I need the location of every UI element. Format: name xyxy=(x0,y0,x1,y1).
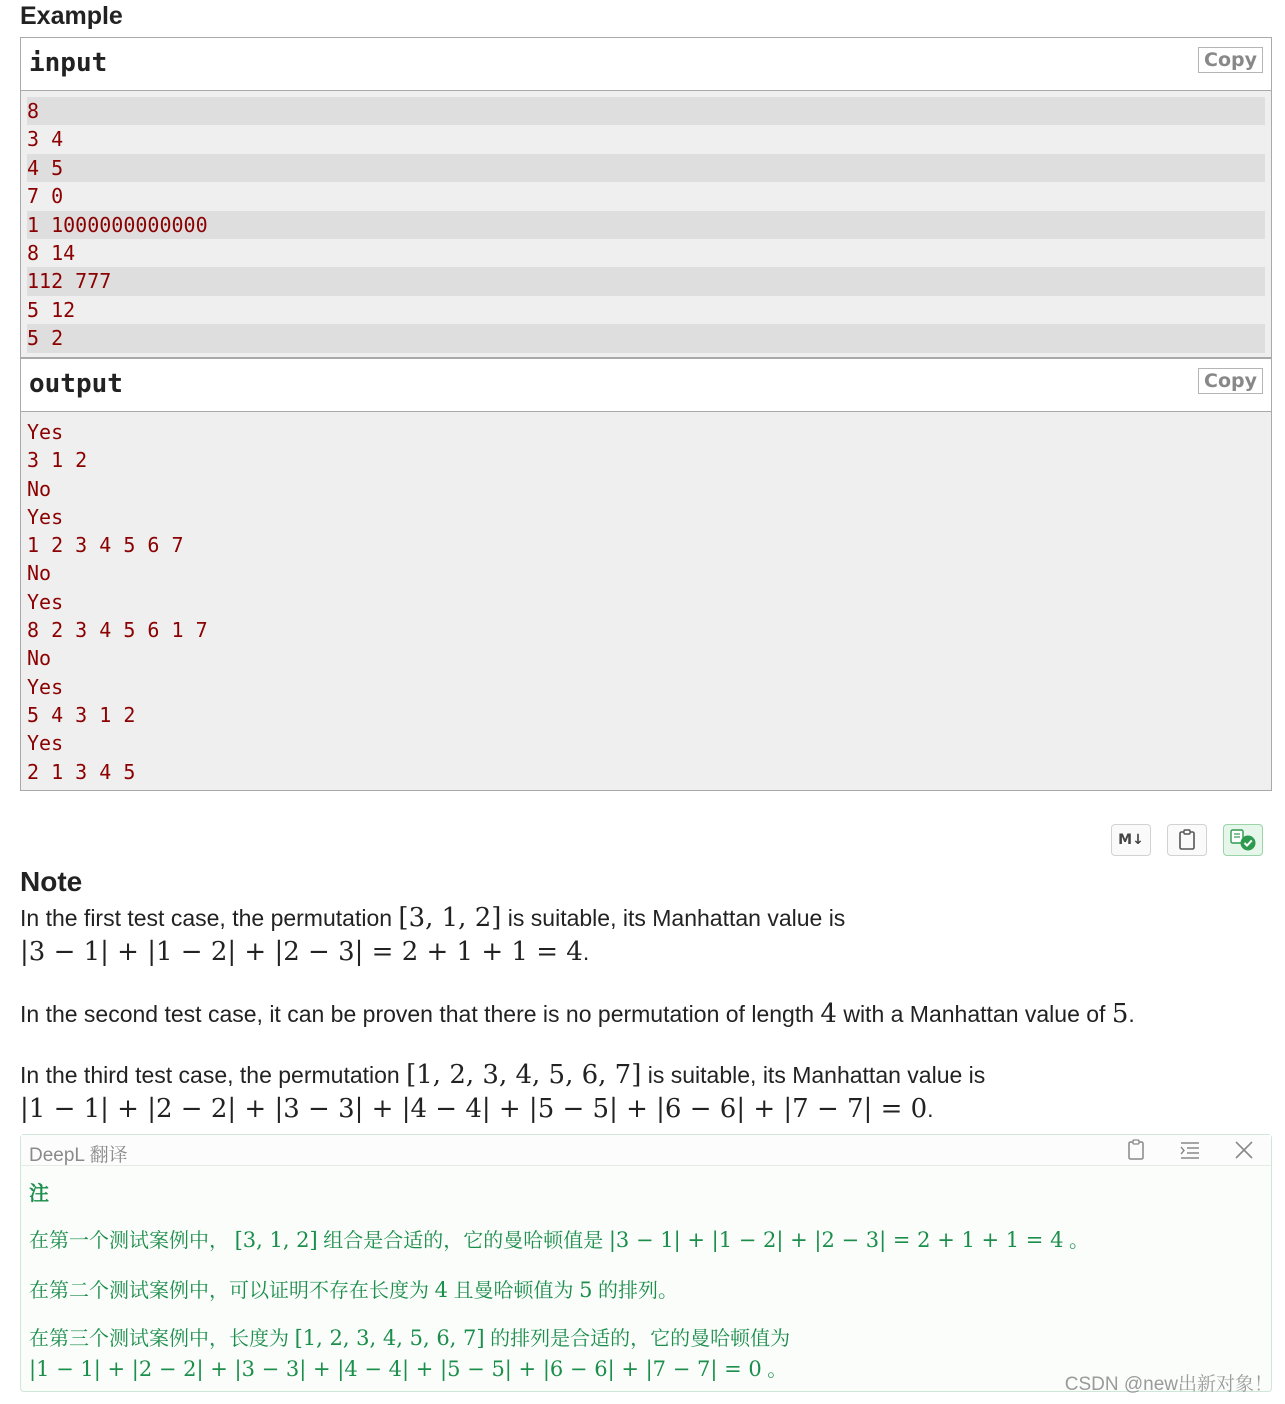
math-expression: |3 − 1| + |1 − 2| + |2 − 3| = 2 + 1 + 1 = 4 xyxy=(608,1228,1064,1252)
math-expression: |1 − 1| + |2 − 2| + |3 − 3| + |4 − 4| + |5 − 5| + |6 − 6| + |7 − 7| = 0 xyxy=(29,1357,762,1381)
deepl-text-span: 。 xyxy=(1063,1230,1089,1252)
note-title: Note xyxy=(20,866,83,897)
input-line: 4 5 xyxy=(27,154,1265,182)
input-line: 7 0 xyxy=(27,184,64,209)
note-text: . xyxy=(927,1096,934,1122)
math-expression: 4 xyxy=(820,999,837,1029)
format-lines-icon[interactable] xyxy=(1179,1139,1201,1161)
deepl-text-span: 组合是合适的，它的曼哈顿值是 xyxy=(317,1230,609,1252)
output-copy-button[interactable]: Copy xyxy=(1198,368,1263,394)
deepl-label: DeepL 翻译 xyxy=(29,1145,128,1166)
output-body xyxy=(21,412,1271,790)
markdown-button[interactable] xyxy=(1111,824,1151,856)
input-header xyxy=(21,38,1271,91)
note-paragraph-1 xyxy=(20,901,845,969)
math-expression: 5 xyxy=(1111,999,1129,1029)
output-line: 8 2 3 4 5 6 1 7 xyxy=(27,618,208,643)
note-text: In the second test case, it can be proven that there is no permutation of length xyxy=(20,1001,821,1027)
output-line: No xyxy=(27,476,52,501)
input-title: input xyxy=(29,48,108,78)
output-line: Yes xyxy=(27,420,64,444)
math-expression: 5 xyxy=(579,1278,593,1302)
note-text: In the third test case, the permutation xyxy=(20,1062,407,1088)
output-line: 3 1 2 xyxy=(27,448,88,473)
deepl-text-span: 在第二个测试案例中，可以证明不存在长度为 xyxy=(29,1280,435,1302)
note-text: . xyxy=(582,939,590,965)
input-line: 5 12 xyxy=(27,297,76,322)
input-line: 3 4 xyxy=(27,127,64,152)
output-line: No xyxy=(27,561,52,586)
output-line: Yes xyxy=(27,731,64,756)
input-line: 112 777 xyxy=(27,267,1265,295)
deepl-header xyxy=(21,1135,1271,1166)
note-text: In the first test case, the permutation xyxy=(20,905,399,931)
math-expression: [3, 1, 2] xyxy=(234,1228,318,1252)
output-line: Yes xyxy=(27,674,64,699)
math-expression: 4 xyxy=(434,1278,448,1302)
copy-translation-icon[interactable] xyxy=(1127,1139,1145,1161)
output-box xyxy=(20,358,1272,791)
output-line: 2 1 3 4 5 xyxy=(27,759,136,784)
output-header xyxy=(21,359,1271,412)
output-line: Yes xyxy=(27,504,64,529)
close-icon[interactable] xyxy=(1233,1139,1255,1161)
deepl-text-span: 的排列。 xyxy=(592,1280,678,1302)
clipboard-icon xyxy=(1178,829,1196,851)
note-paragraph-3 xyxy=(20,1058,985,1126)
input-line: 5 2 xyxy=(27,324,1265,352)
translate-check-icon xyxy=(1228,828,1258,852)
output-line: 5 4 3 1 2 xyxy=(27,702,136,727)
input-line: 8 xyxy=(27,97,1265,125)
deepl-text-span: 在第三个测试案例中，长度为 xyxy=(29,1328,295,1350)
deepl-heading: 注 xyxy=(29,1183,49,1205)
math-expression: [1, 2, 3, 4, 5, 6, 7] xyxy=(406,1060,642,1090)
deepl-paragraph-1 xyxy=(29,1224,1089,1253)
math-expression: |1 − 1| + |2 − 2| + |3 − 3| + |4 − 4| + |5 − 5| + |6 − 6| + |7 − 7| = 0 xyxy=(20,1094,928,1124)
input-copy-button[interactable]: Copy xyxy=(1198,47,1263,73)
example-title: Example xyxy=(20,2,123,30)
math-expression: |3 − 1| + |1 − 2| + |2 − 3| = 2 + 1 + 1 = 4 xyxy=(20,937,583,967)
deepl-text-span: 的排列是合适的，它的曼哈顿值为 xyxy=(484,1328,791,1350)
markdown-icon: M↓ xyxy=(1118,832,1144,848)
note-text: is suitable, its Manhattan value is xyxy=(641,1062,986,1088)
csdn-watermark: CSDN @new出新对象！ xyxy=(1064,1374,1273,1395)
translate-button[interactable] xyxy=(1223,824,1263,856)
input-line: 1 1000000000000 xyxy=(27,211,1265,239)
deepl-translation-panel xyxy=(20,1134,1272,1392)
deepl-text-span: 在第一个测试案例中， xyxy=(29,1230,235,1252)
math-expression: [3, 1, 2] xyxy=(398,903,502,933)
output-title: output xyxy=(29,369,123,399)
deepl-text-span: 。 xyxy=(761,1359,788,1381)
note-text: . xyxy=(1128,1001,1135,1027)
input-body xyxy=(21,91,1271,357)
clipboard-button[interactable] xyxy=(1167,824,1207,856)
deepl-text-span: 且曼哈顿值为 xyxy=(447,1280,580,1302)
input-line: 8 14 xyxy=(27,240,76,265)
math-expression: [1, 2, 3, 4, 5, 6, 7] xyxy=(294,1326,485,1350)
deepl-paragraph-2 xyxy=(29,1274,678,1303)
input-box xyxy=(20,37,1272,358)
output-line: 1 2 3 4 5 6 7 xyxy=(27,533,184,558)
output-line: No xyxy=(27,646,52,671)
output-line: Yes xyxy=(27,589,64,614)
note-text: with a Manhattan value of xyxy=(836,1001,1112,1027)
note-text: is suitable, its Manhattan value is xyxy=(501,905,846,931)
note-paragraph-2 xyxy=(20,997,1135,1031)
deepl-paragraph-3 xyxy=(29,1323,790,1385)
